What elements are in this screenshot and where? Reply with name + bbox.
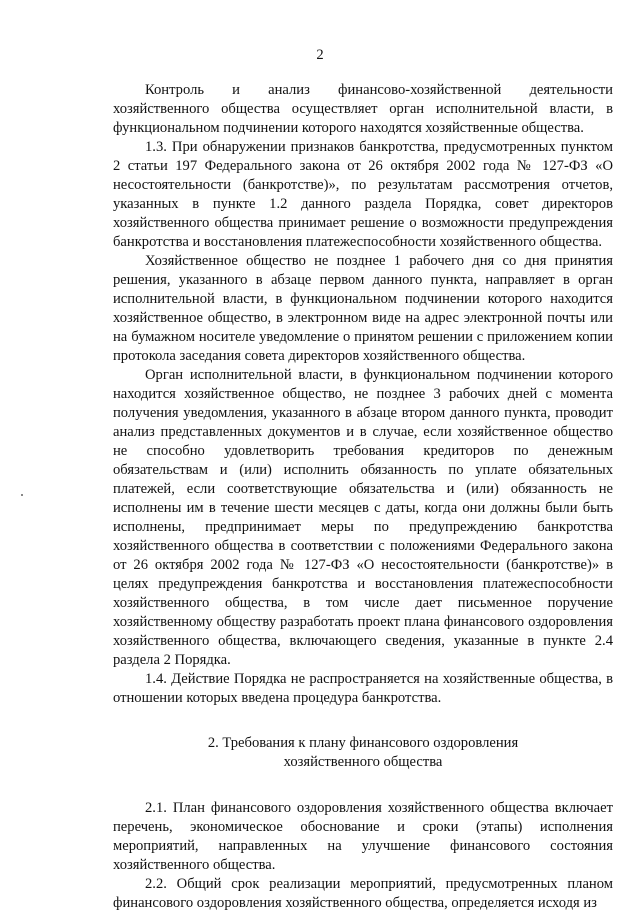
margin-mark: [21, 494, 23, 496]
paragraph-1-3: 1.3. При обнаружении признаков банкротства, предусмотренных пунктом 2 статьи 197 Федерального закона от 26 октября 2002 года № 127-ФЗ «О несостоятельности (банкротстве)», по результатам рассмотрения отчетов, указанных в пункте 1.2 данного раздела Порядка, совет директоров хозяйственного общества принимает решение о возможности предупреждения банкротства и восстановления платежеспособности хозяйственного общества.: [113, 139, 613, 250]
paragraph-authority-measures: Орган исполнительной власти, в функциональном подчинении которого находится хозяйственное общество, не позднее 3 рабочих дней с момента получения уведомления, указанного в абзаце втором данного пункта, проводит анализ представленных документов и в случае, если хозяйственное общество не способно удовлетворить требования кредиторов по денежным обязательствам и (или) исполнить обязанность по уплате обязательных платежей, если соответствующие обязательства и (или) обязанность не исполнены им в течение шести месяцев с даты, когда они должны были быть исполнены, предпринимает меры по предупреждению банкротства хозяйственного общества в соответствии с положениями Федерального закона от 26 октября 2002 года № 127-ФЗ «О несостоятельности (банкротстве)» в целях предупреждения банкротства и восстановления платежеспособности хозяйственного общества, в том числе дает письменное поручение хозяйственному обществу разработать проект плана финансового оздоровления хозяйственного общества, включающего сведения, указанные в пункте 2.4 раздела 2 Порядка.: [113, 367, 613, 668]
paragraph-1-4: 1.4. Действие Порядка не распространяется на хозяйственные общества, в отношении которых введена процедура банкротства.: [113, 671, 613, 706]
section-heading-line-1: 2. Требования к плану финансового оздоровления: [207, 735, 519, 751]
paragraph-2-2: 2.2. Общий срок реализации мероприятий, предусмотренных планом финансового оздоровления хозяйственного общества, определяется исходя из: [113, 876, 613, 911]
paragraph-control-analysis: Контроль и анализ финансово-хозяйственной деятельности хозяйственного общества осуществляет орган исполнительной власти, в функциональном подчинении которого находятся хозяйственные общества.: [113, 82, 613, 136]
page-number: 2: [316, 47, 324, 63]
section-heading-line-2: хозяйственного общества: [283, 754, 443, 770]
paragraph-2-1: 2.1. План финансового оздоровления хозяйственного общества включает перечень, экономическое обоснование и сроки (этапы) исполнения мероприятий, направленных на улучшение финансового состояния хозяйственного общества.: [113, 800, 613, 873]
section-heading: [113, 734, 613, 772]
document-body: [113, 81, 613, 913]
paragraph-notification: Хозяйственное общество не позднее 1 рабочего дня со дня принятия решения, указанного в абзаце первом данного пункта, направляет в орган исполнительной власти, в функциональном подчинении которого находится хозяйственное общество, в электронном виде на адрес электронной почты или на бумажном носителе уведомление о принятом решении с приложением копии протокола заседания совета директоров хозяйственного общества.: [113, 253, 613, 364]
